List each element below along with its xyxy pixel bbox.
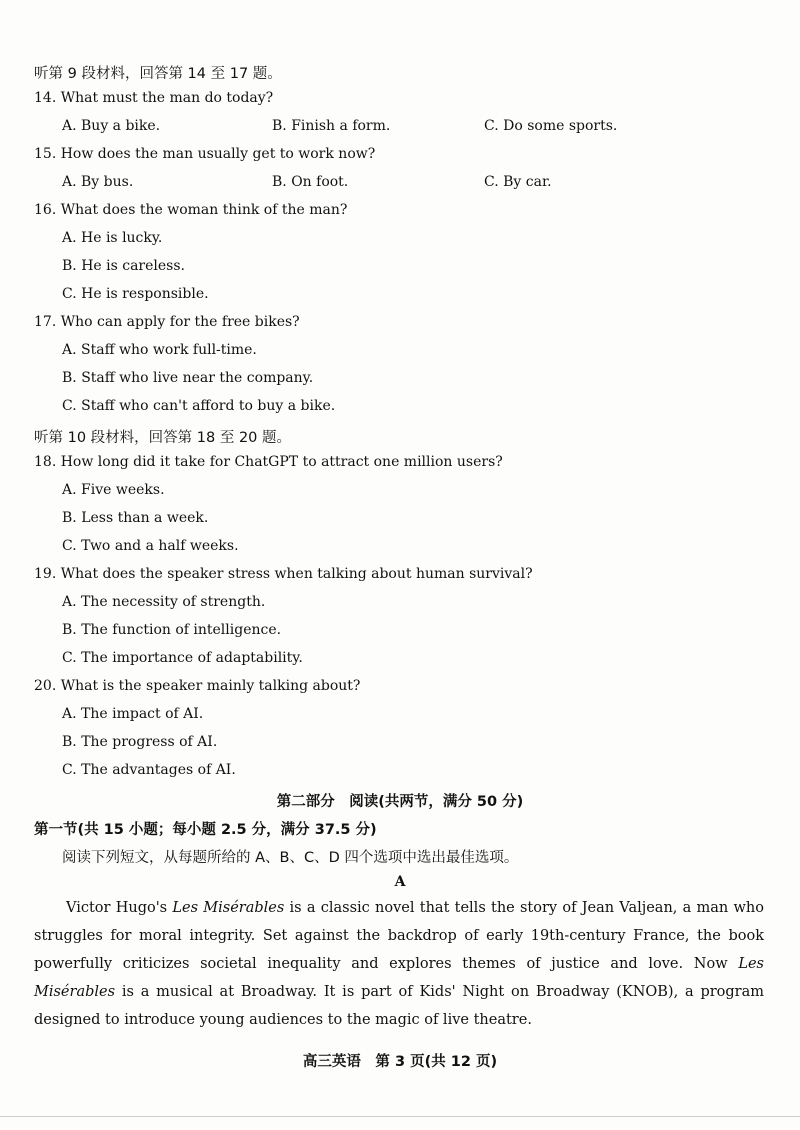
section-9-header: 听第 9 段材料，回答第 14 至 17 题。 [34, 66, 282, 82]
question-17-stem: 17. Who can apply for the free bikes? [34, 314, 300, 330]
book-title: Les Misérables [34, 956, 764, 1000]
question-15-option-b[interactable]: B. On foot. [272, 174, 349, 190]
passage-text: Victor Hugo's [66, 900, 173, 916]
question-16-option-c[interactable]: C. He is responsible. [62, 286, 209, 302]
part-2-title: 第二部分 阅读(共两节，满分 50 分) [276, 794, 524, 810]
question-18-option-c[interactable]: C. Two and a half weeks. [62, 538, 239, 554]
section-10-header: 听第 10 段材料，回答第 18 至 20 题。 [34, 430, 292, 446]
question-19-option-a[interactable]: A. The necessity of strength. [62, 594, 266, 610]
question-16-stem: 16. What does the woman think of the man? [34, 202, 348, 218]
question-15-option-c[interactable]: C. By car. [484, 174, 552, 190]
question-17-option-c[interactable]: C. Staff who can't afford to buy a bike. [62, 398, 336, 414]
scan-edge-divider [0, 1116, 800, 1117]
page-footer: 高三英语 第 3 页(共 12 页) [302, 1054, 498, 1070]
question-17-option-b[interactable]: B. Staff who live near the company. [62, 370, 314, 386]
question-14-option-b[interactable]: B. Finish a form. [272, 118, 391, 134]
question-14-option-a[interactable]: A. Buy a bike. [62, 118, 161, 134]
section-1-title: 第一节(共 15 小题；每小题 2.5 分，满分 37.5 分) [34, 822, 377, 838]
passage-a-paragraph [34, 894, 764, 1034]
question-20-option-b[interactable]: B. The progress of AI. [62, 734, 218, 750]
question-17-option-a[interactable]: A. Staff who work full-time. [62, 342, 257, 358]
question-20-stem: 20. What is the speaker mainly talking about? [34, 678, 361, 694]
question-19-stem: 19. What does the speaker stress when talking about human survival? [34, 566, 533, 582]
book-title: Les Misérables [172, 900, 285, 916]
question-18-option-a[interactable]: A. Five weeks. [62, 482, 165, 498]
question-14-stem: 14. What must the man do today? [34, 90, 274, 106]
passage-text: is a classic novel that tells the story of Jean Valjean, a man who struggles for moral integrity. Set against the backdrop of early 19th-century France, the book powerfully criticizes societal inequality and explores themes of justice and love. Now [34, 900, 764, 972]
question-16-option-a[interactable]: A. He is lucky. [62, 230, 163, 246]
reading-instruction: 阅读下列短文，从每题所给的 A、B、C、D 四个选项中选出最佳选项。 [62, 850, 519, 866]
question-19-option-c[interactable]: C. The importance of adaptability. [62, 650, 303, 666]
question-16-option-b[interactable]: B. He is careless. [62, 258, 185, 274]
passage-text: is a musical at Broadway. It is part of Kids' Night on Broadway (KNOB), a program designed to introduce young audiences to the magic of live theatre. [34, 984, 764, 1028]
question-15-option-a[interactable]: A. By bus. [62, 174, 134, 190]
passage-label: A [394, 874, 406, 890]
question-20-option-c[interactable]: C. The advantages of AI. [62, 762, 236, 778]
question-20-option-a[interactable]: A. The impact of AI. [62, 706, 204, 722]
question-14-option-c[interactable]: C. Do some sports. [484, 118, 618, 134]
question-15-stem: 15. How does the man usually get to work now? [34, 146, 376, 162]
question-19-option-b[interactable]: B. The function of intelligence. [62, 622, 282, 638]
question-18-stem: 18. How long did it take for ChatGPT to attract one million users? [34, 454, 503, 470]
question-18-option-b[interactable]: B. Less than a week. [62, 510, 209, 526]
